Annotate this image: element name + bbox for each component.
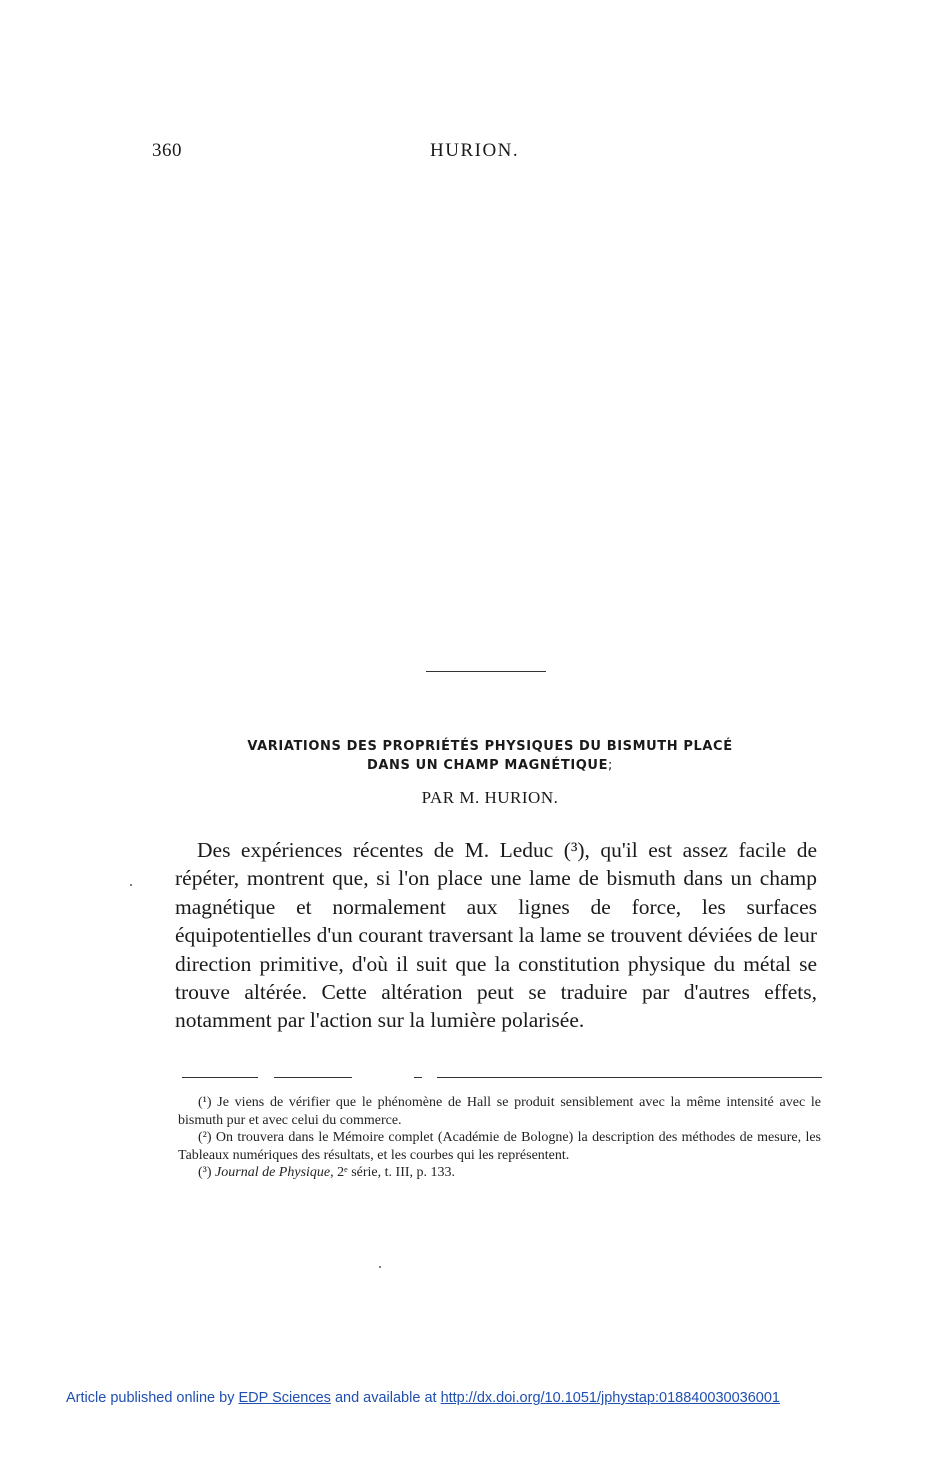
publication-footer <box>66 1390 780 1406</box>
doi-link[interactable]: http://dx.doi.org/10.1051/jphystap:018840030036001 <box>440 1390 780 1406</box>
footnote-3 <box>178 1164 821 1182</box>
page-speck <box>130 884 132 886</box>
footnote-text: Je viens de vérifier que le phénomène de Hall se produit sensiblement avec la même intensité avec le bismuth pur et avec celui du commerce. <box>178 1095 822 1128</box>
footnote-1 <box>178 1094 821 1129</box>
page-number: 360 <box>152 140 182 161</box>
footnote-text: On trouvera dans le Mémoire complet (Académie de Bologne) la description des méthodes de mesure, les Tableaux numériques des résultats, et les courbes qui les représentent. <box>178 1130 821 1163</box>
footnotes <box>178 1094 821 1182</box>
article-body <box>175 836 817 1035</box>
running-head: HURION. <box>430 140 520 161</box>
article-title <box>150 737 830 775</box>
footnote-separator <box>182 1077 822 1079</box>
footnote-2 <box>178 1129 821 1164</box>
publisher-link[interactable]: EDP Sciences <box>238 1390 331 1406</box>
title-line-2: DANS UN CHAMP MAGNÉTIQUE <box>366 758 609 773</box>
footnote-mark: (¹) <box>198 1095 212 1110</box>
footnote-mark: (³) <box>198 1165 212 1181</box>
footer-prefix: Article published online by <box>66 1390 235 1406</box>
page-speck <box>379 1266 381 1268</box>
footnote-journal: Journal de Physique, <box>215 1165 334 1181</box>
title-note-mark: ; <box>608 758 614 773</box>
title-line-1: VARIATIONS DES PROPRIÉTÉS PHYSIQUES DU BISMUTH PLACÉ <box>247 739 733 754</box>
section-divider <box>426 671 546 672</box>
footnote-text: 2ᵉ série, t. III, p. 133. <box>337 1165 456 1181</box>
footer-middle: and available at <box>334 1390 437 1406</box>
body-paragraph: Des expériences récentes de M. Leduc (³), qu'il est assez facile de répéter, montrent que, si l'on place une lame de bismuth dans un champ magnétique et normalement aux lignes de force, les surfaces équipotentielles d'un courant traversant la lame se trouvent déviées de leur direction primitive, d'où il suit que la constitution physique du métal se trouve altérée. Cette altération peut se traduire par d'autres effets, notamment par l'action sur la lumière polarisée. <box>175 838 817 1033</box>
footnote-mark: (²) <box>198 1130 212 1146</box>
byline: PAR M. HURION. <box>421 788 559 807</box>
